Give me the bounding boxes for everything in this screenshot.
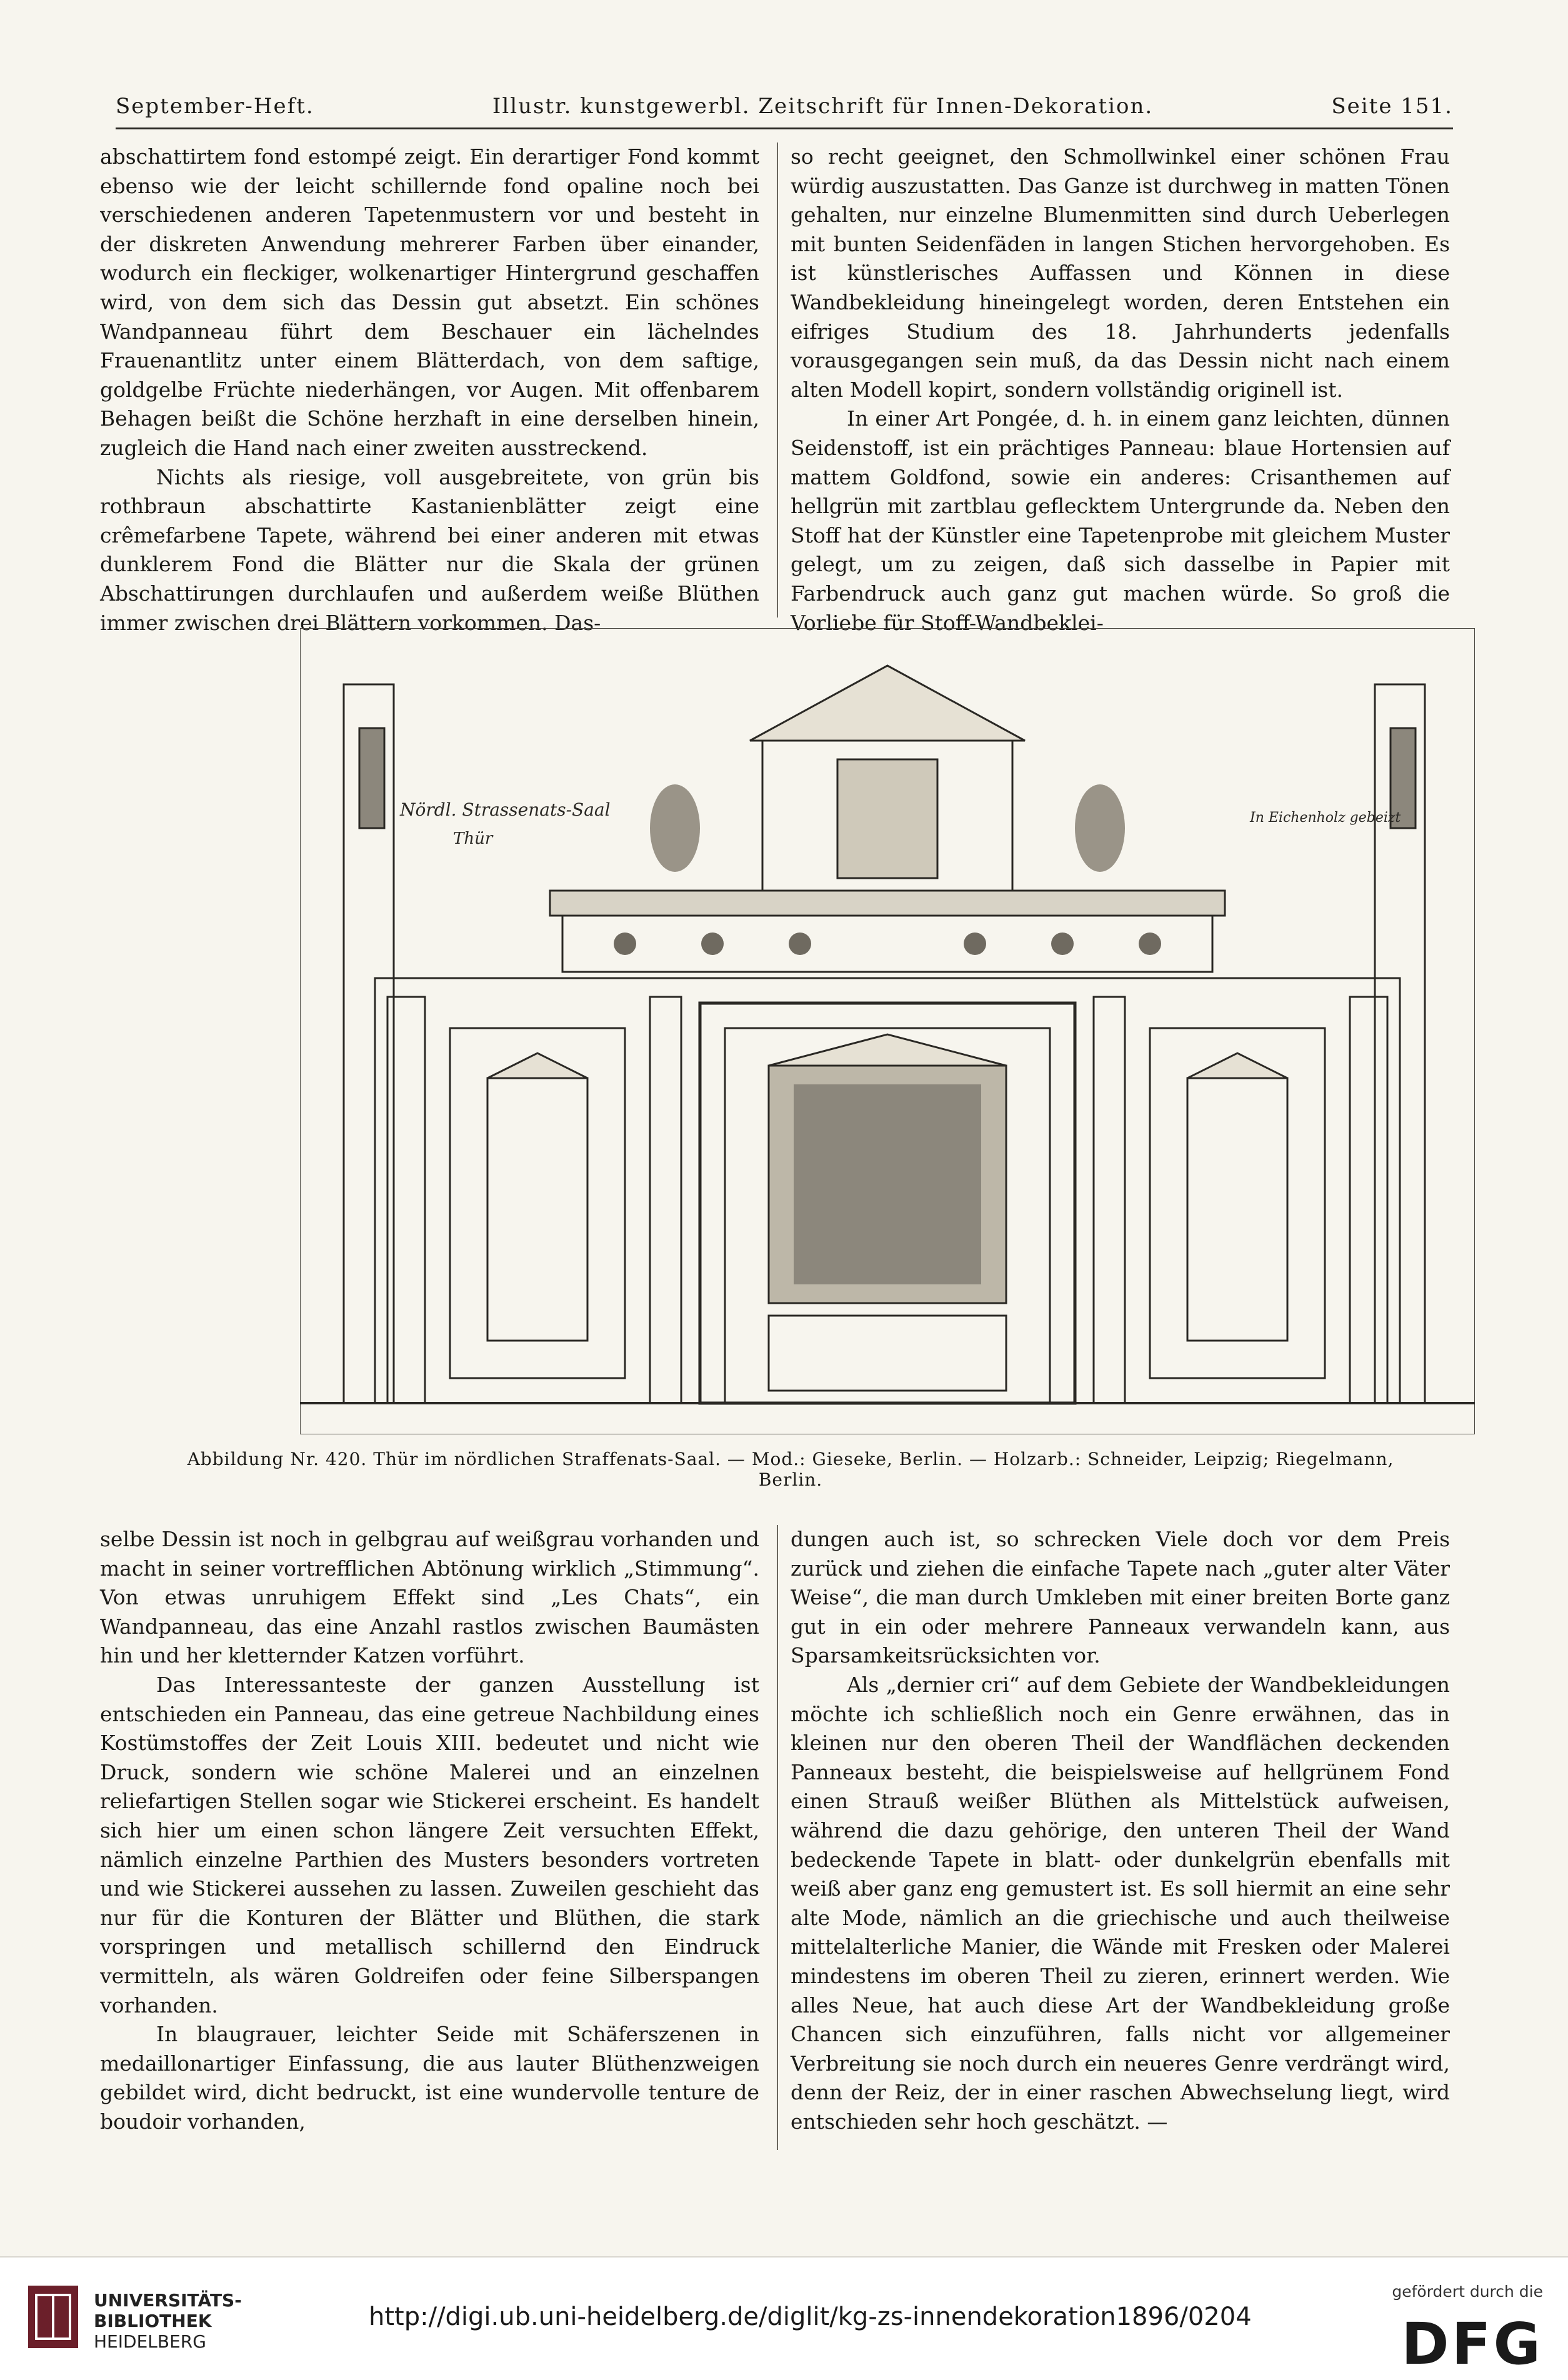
paragraph: Nichts als riesige, voll ausgebreitete, von grün bis rothbraun abschattirte Kastanienblätter zeigt eine crêmefarbene Tapete, während bei einer anderen mit etwas dunklerem Fond die Blätter nur die Skala der grünen Abschattirungen durchlaufen und außerdem weiße Blüthen immer zwischen drei Blättern vorkommen. Das- bbox=[100, 464, 759, 635]
header-page-number: Seite 151. bbox=[1331, 94, 1453, 119]
funded-by-text: gefördert durch die bbox=[1392, 2282, 1543, 2301]
column-top-right bbox=[791, 142, 1450, 638]
figure-label-door: Thür bbox=[453, 829, 493, 848]
library-name-line: HEIDELBERG bbox=[94, 2331, 206, 2352]
paragraph: In einer Art Pongée, d. h. in einem ganz leichten, dünnen Seidenstoff, ist ein prächtiges Panneau: blaue Hortensien auf mattem Goldfond, sowie ein anderes: Crisanthemen auf hellgrün mit zartblau geflecktem Untergrunde da. Neben den Stoff hat der Künstler eine Tapetenprobe mit gleichem Muster gelegt, um zu zeigen, daß sich dasselbe in Papier mit Farbendruck auch ganz gut machen würde. So groß die Vorliebe für Stoff-Wandbeklei- bbox=[791, 406, 1450, 635]
library-name-line: BIBLIOTHEK bbox=[94, 2311, 212, 2331]
paragraph: selbe Dessin ist noch in gelbgrau auf weißgrau vorhanden und macht in seiner vortrefflichen Abtönung wirklich „Stimmung“. Von etwas unruhigem Effekt sind „Les Chats“, ein Wandpanneau, das eine Anzahl rastlos zwischen Baumästen hin und her kletternder Katzen vorführt. bbox=[100, 1527, 759, 1668]
dfg-logo: DFG bbox=[1401, 2311, 1543, 2378]
paragraph: so recht geeignet, den Schmollwinkel einer schönen Frau würdig auszustatten. Das Ganze ist durchweg in matten Tönen gehalten, nur einzelne Blumenmitten sind durch Ueberlegen mit bunten Seidenfäden in langen Stichen hervorgehoben. Es ist künstlerisches Auffassen und Können in diese Wandbekleidung hineingelegt worden, deren Entstehen ein eifriges Studium des 18. Jahrhunderts jedenfalls vorausgegangen sein muß, da das Dessin nicht nach einem alten Modell kopirt, sondern vollständig originell ist. bbox=[791, 144, 1450, 402]
figure-caption: Abbildung Nr. 420. Thür im nördlichen Straffenats-Saal. — Mod.: Gieseke, Berlin. — Holzarb.: Schneider, Leipzig; Riegelmann, Berlin. bbox=[187, 1449, 1394, 1490]
paragraph: Das Interessanteste der ganzen Ausstellung ist entschieden ein Panneau, das eine getreue Nachbildung eines Kostümstoffes der Zeit Louis XIII. bedeutet und nicht wie Druck, sondern wie schöne Malerei und an einzelnen reliefartigen Stellen sogar wie Stickerei erscheint. Es handelt sich hier um einen schon längere Zeit versuchten Effekt, nämlich einzelne Parthien des Musters besonders vortreten und wie Stickerei aussehen zu lassen. Zuweilen geschieht das nur für die Konturen der Blätter und Blüthen, die stark vorspringen und metallisch schillernd den Eindruck vermitteln, als wären Goldreifen oder feine Silberspangen vorhanden. bbox=[100, 1672, 759, 2018]
header-issue: September-Heft. bbox=[116, 94, 314, 119]
column-top-left bbox=[100, 142, 759, 638]
source-url-link[interactable]: http://digi.ub.uni-heidelberg.de/diglit/kg-zs-innendekoration1896/0204 bbox=[369, 2302, 1252, 2331]
column-bottom-right bbox=[791, 1525, 1450, 2136]
library-name bbox=[94, 2290, 242, 2352]
column-divider bbox=[777, 1525, 778, 2150]
door-engraving-figure bbox=[300, 628, 1475, 1434]
header-rule bbox=[116, 128, 1453, 129]
digitization-footer bbox=[0, 2256, 1568, 2380]
paragraph: dungen auch ist, so schrecken Viele doch vor dem Preis zurück und ziehen die einfache Tapete nach „guter alter Väter Weise“, die man durch Umkleben mit einer breiten Borte ganz gut in ein oder mehrere Panneaux verwandeln kann, aus Sparsamkeitsrücksichten vor. bbox=[791, 1527, 1450, 1668]
figure-label-room: Nördl. Strassenats-Saal bbox=[400, 799, 611, 820]
figure-label-material: In Eichenholz gebeizt bbox=[1250, 810, 1401, 826]
header-journal-title: Illustr. kunstgewerbl. Zeitschrift für Innen-Dekoration. bbox=[492, 94, 1154, 119]
university-library-logo-icon bbox=[25, 2282, 81, 2351]
paragraph: Als „dernier cri“ auf dem Gebiete der Wandbekleidungen möchte ich schließlich noch ein Genre erwähnen, das in kleinen nur den oberen Theil der Wandflächen deckenden Panneaux besteht, die beispielsweise auf hellgrünem Fond einen Strauß weißer Blüthen als Mittelstück aufweisen, während die dazu gehörige, den unteren Theil der Wand bedeckende Tapete in blatt- oder dunkelgrün ebenfalls mit weiß aber ganz eng gemustert ist. Es soll hiermit an eine sehr alte Mode, nämlich an die griechische und auch theilweise mittelalterliche Manier, die Wände mit Fresken oder Malerei mindestens im oberen Theil zu zieren, erinnert werden. Wie alles Neue, hat auch diese Art der Wandbekleidung große Chancen sich einzuführen, falls nicht vor allgemeiner Verbreitung sie noch durch ein neueres Genre verdrängt wird, denn der Reiz, der in einer raschen Abwechselung liegt, wird entschieden sehr hoch geschätzt. — bbox=[791, 1672, 1450, 2134]
running-header bbox=[116, 88, 1453, 125]
paragraph: abschattirtem fond estompé zeigt. Ein derartiger Fond kommt ebenso wie der leicht schillernde fond opaline noch bei verschiedenen anderen Tapetenmustern vor und besteht in der diskreten Anwendung mehrerer Farben über einander, wodurch ein fleckiger, wolkenartiger Hintergrund geschaffen wird, von dem sich das Dessin gut absetzt. Ein schönes Wandpanneau führt dem Beschauer ein lächelndes Frauenantlitz unter einem Blätterdach, von dem saftige, goldgelbe Früchte niederhängen, vor Augen. Mit offenbarem Behagen beißt die Schöne herzhaft in eine derselben hinein, zugleich die Hand nach einer zweiten ausstreckend. bbox=[100, 144, 759, 460]
library-name-line: UNIVERSITÄTS- bbox=[94, 2290, 242, 2311]
column-divider bbox=[777, 142, 778, 618]
column-bottom-left bbox=[100, 1525, 759, 2136]
paragraph: In blaugrauer, leichter Seide mit Schäferszenen in medaillonartiger Einfassung, die aus lauter Blüthenzweigen gebildet wird, dicht bedruckt, ist eine wundervolle tenture de boudoir vorhanden, bbox=[100, 2022, 759, 2134]
